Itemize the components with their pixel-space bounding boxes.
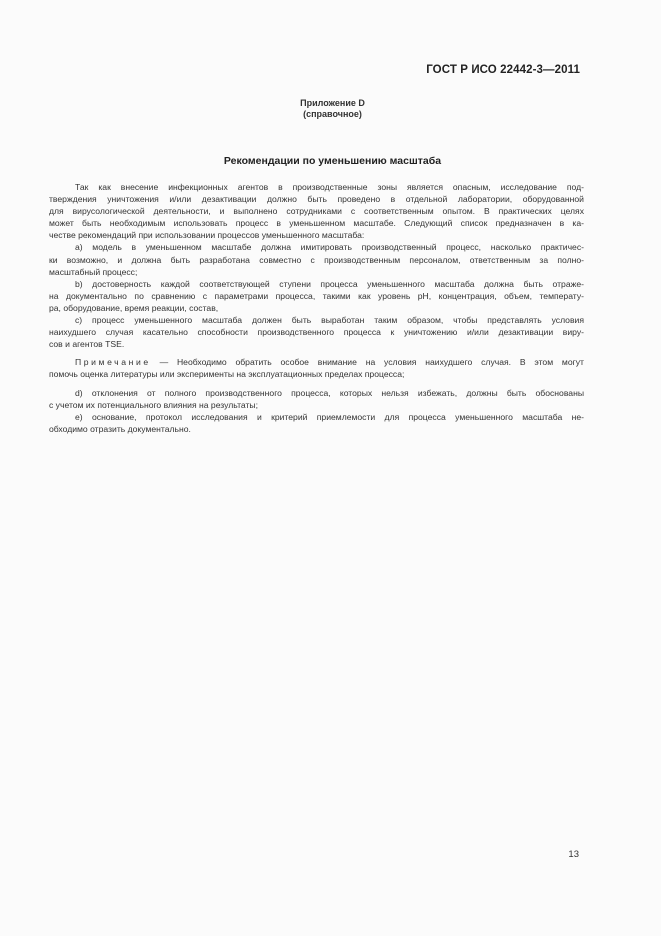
text-line: может быть необходимым использовать процесс в уменьшенном масштабе. Следующий список предназначен в ка- xyxy=(49,218,584,229)
text-line: обходимо отразить документально. xyxy=(49,423,191,434)
text-line: e) основание, протокол исследования и критерий приемлемости для процесса уменьшенного масштаба не- xyxy=(75,411,584,422)
text-line: c) процесс уменьшенного масштаба должен быть выработан таким образом, чтобы представлять условия xyxy=(75,315,584,326)
list-item-d xyxy=(49,387,584,411)
document-body xyxy=(49,181,584,435)
text-line xyxy=(49,356,584,368)
list-item-c xyxy=(49,314,584,350)
note-text: — Необходимо обратить особое внимание на условия наихудшего случая. В этом могут xyxy=(150,357,584,368)
text-line: честве рекомендаций при использовании процессов уменьшенного масштаба: xyxy=(49,230,365,241)
note-label: Примечание xyxy=(75,357,151,368)
annex-title: Приложение D xyxy=(300,98,365,108)
list-item-a xyxy=(49,241,584,277)
intro-paragraph xyxy=(49,181,584,241)
section-title: Рекомендации по уменьшению масштаба xyxy=(223,155,442,167)
list-item-e xyxy=(49,411,584,435)
list-item-b xyxy=(49,278,584,314)
annex-subtitle: (справочное) xyxy=(303,109,362,119)
text-line: на документально по сравнению с параметрами процесса, такими как уровень pH, концентрация, объем, температу- xyxy=(49,290,584,301)
annex-heading xyxy=(0,98,661,120)
text-line: d) отклонения от полного производственного процесса, которых нельзя избежать, должны быть обоснованы xyxy=(75,387,584,398)
text-line: наихудшего случая касательно способности производственного процесса к уничтожению и/или дезактивации виру- xyxy=(49,327,584,338)
text-line: тверждения уничтожения и/или дезактивации должно быть проведено в отдельной лаборатории, оборудованной xyxy=(49,194,584,205)
text-line: ки возможно, и должна быть разработана совместно с производственным персоналом, ответственным за полно- xyxy=(49,254,584,265)
text-line: Так как внесение инфекционных агентов в производственные зоны является опасным, исследование под- xyxy=(75,182,584,192)
page-number: 13 xyxy=(568,849,579,860)
text-line: с учетом их потенциального влияния на результаты; xyxy=(49,399,259,410)
text-line: масштабный процесс; xyxy=(49,266,138,277)
text-line: ра, оборудование, время реакции, состав, xyxy=(49,302,219,313)
text-line: для вирусологической деятельности, и выполнено сотрудниками с соответственным опытом. В практических целях xyxy=(49,206,584,217)
document-code: ГОСТ Р ИСО 22442-3—2011 xyxy=(426,64,580,76)
text-line: сов и агентов TSE. xyxy=(49,339,125,350)
text-line: b) достоверность каждой соответствующей ступени процесса уменьшенного масштаба должна быть отраже- xyxy=(75,278,584,289)
text-line: помочь оценка литературы или эксперименты на эксплуатационных пределах процесса; xyxy=(49,369,405,380)
text-line: a) модель в уменьшенном масштабе должна имитировать производственный процесс, насколько практичес- xyxy=(75,242,584,253)
note-paragraph xyxy=(49,356,584,380)
